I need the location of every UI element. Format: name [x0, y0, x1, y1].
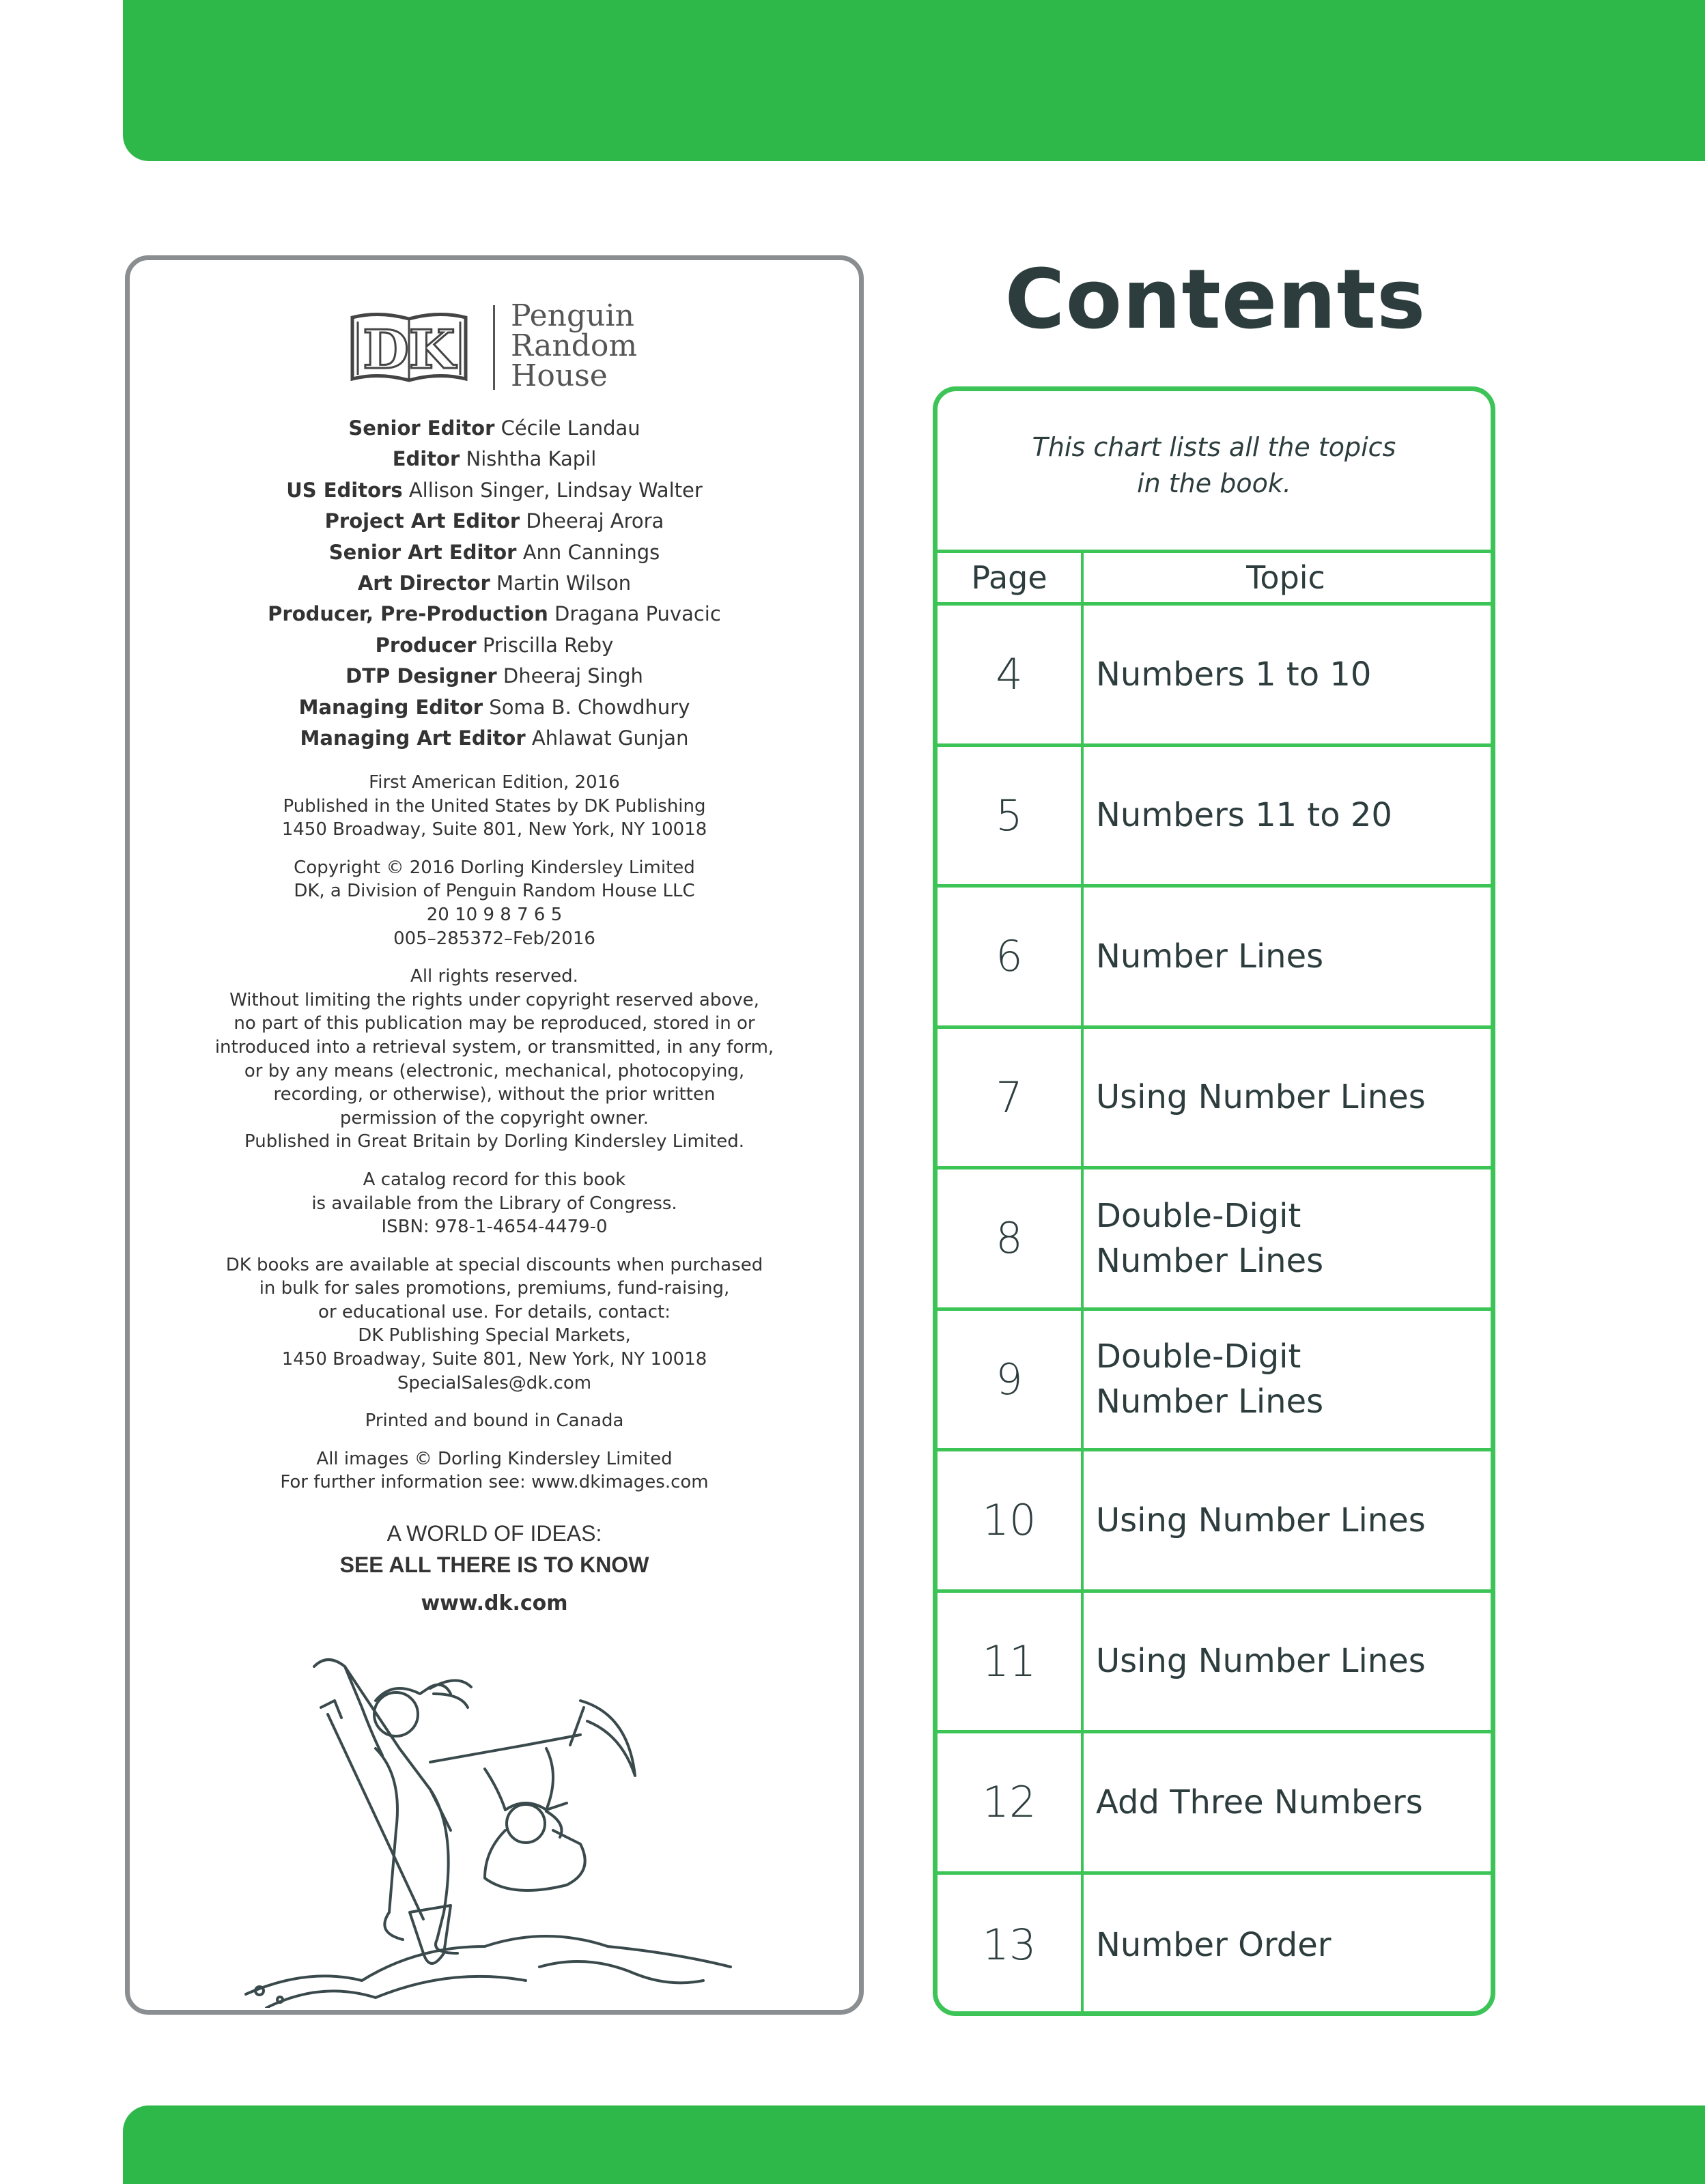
info-line: DK, a Division of Penguin Random House LLC: [294, 881, 695, 902]
credit-role: Senior Editor: [348, 416, 495, 440]
imprint-line: Penguin: [511, 298, 634, 333]
info-line: ISBN: 978-1-4654-4479-0: [381, 1217, 608, 1238]
logo-divider: [493, 305, 495, 390]
publisher-logo: [348, 298, 662, 393]
info-line: recording, or otherwise), without the prior written: [273, 1084, 716, 1105]
info-line: Published in Great Britain by Dorling Kindersley Limited.: [244, 1131, 744, 1152]
credit-role: DTP Designer: [346, 664, 497, 688]
info-line: For further information see: www.dkimages.com: [280, 1472, 709, 1493]
credit-name: Nishtha Kapil: [466, 447, 597, 471]
imprint-name: [511, 298, 638, 393]
row-page-number: 9: [996, 1354, 1023, 1404]
info-line: Printed and bound in Canada: [365, 1410, 624, 1432]
row-topic: Using Number Lines: [1096, 1642, 1426, 1681]
info-line: or by any means (electronic, mechanical, photocopying,: [244, 1060, 745, 1081]
info-line: Without limiting the rights under copyright reserved above,: [229, 989, 759, 1010]
treasure-diggers-illustration: [225, 1626, 772, 2008]
table-row: [938, 747, 1491, 888]
info-line: All images © Dorling Kindersley Limited: [316, 1448, 673, 1469]
credit-line: [130, 661, 859, 692]
intro-line: This chart lists all the topics: [1032, 432, 1396, 462]
credit-role: Producer: [375, 633, 477, 657]
info-line: permission of the copyright owner.: [339, 1107, 649, 1129]
info-block: [130, 1253, 859, 1395]
credit-name: Dheeraj Arora: [526, 509, 664, 533]
slogan-line-1: A WORLD OF IDEAS:: [386, 1521, 602, 1546]
row-topic: Numbers 11 to 20: [1096, 796, 1392, 835]
credit-name: Martin Wilson: [496, 571, 632, 595]
info-line: or educational use. For details, contact:: [318, 1301, 671, 1322]
info-line: SpecialSales@dk.com: [397, 1372, 592, 1393]
row-page-number: 13: [982, 1920, 1037, 1970]
credit-line: [130, 537, 859, 568]
info-block: [130, 965, 859, 1154]
credit-line: [130, 506, 859, 537]
info-line: is available from the Library of Congress.: [311, 1193, 677, 1214]
staff-credits: [130, 413, 859, 754]
info-block: [130, 856, 859, 950]
credits-panel: [125, 255, 864, 2015]
table-header: [938, 550, 1491, 606]
table-row: [938, 1875, 1491, 2016]
credit-name: Allison Singer, Lindsay Walter: [408, 478, 703, 502]
slogan: [130, 1518, 859, 1580]
table-rows: [938, 606, 1491, 2015]
imprint-line: Random: [511, 328, 638, 363]
info-block: [130, 771, 859, 842]
table-row: [938, 1029, 1491, 1170]
credit-line: [130, 630, 859, 661]
info-line: 1450 Broadway, Suite 801, New York, NY 10018: [281, 819, 707, 840]
credit-name: Soma B. Chowdhury: [489, 695, 690, 719]
row-page-number: 12: [982, 1777, 1037, 1828]
credit-line: [130, 568, 859, 599]
row-topic: Add Three Numbers: [1096, 1783, 1423, 1821]
credit-line: [130, 599, 859, 629]
row-topic: Using Number Lines: [1096, 1501, 1426, 1540]
contents-intro: [938, 429, 1491, 502]
logo-letters: DK: [363, 319, 455, 381]
page-title: Contents: [1004, 253, 1426, 348]
info-block: [130, 1409, 859, 1433]
row-topic: Number Order: [1096, 1925, 1331, 1964]
credit-role: Editor: [392, 447, 460, 471]
credit-role: Managing Art Editor: [300, 726, 526, 750]
credit-role: Project Art Editor: [324, 509, 520, 533]
credit-name: Ann Cannings: [522, 540, 660, 564]
credit-role: Producer, Pre-Production: [268, 602, 548, 626]
credit-line: [130, 692, 859, 723]
credit-name: Priscilla Reby: [482, 633, 614, 657]
imprint-line: House: [511, 358, 608, 393]
slogan-line-2: SEE ALL THERE IS TO KNOW: [339, 1552, 649, 1577]
info-line: All rights reserved.: [410, 966, 578, 987]
credit-line: [130, 723, 859, 754]
table-row: [938, 1593, 1491, 1734]
credit-role: Managing Editor: [298, 695, 483, 719]
credit-line: [130, 444, 859, 474]
top-green-band: [123, 0, 1705, 161]
credit-name: Ahlawat Gunjan: [531, 726, 689, 750]
info-line: introduced into a retrieval system, or transmitted, in any form,: [214, 1036, 774, 1058]
dk-book-logo-icon: [348, 308, 470, 386]
table-row: [938, 1733, 1491, 1875]
info-block: [130, 1168, 859, 1239]
row-page-number: 8: [996, 1213, 1023, 1264]
credit-line: [130, 475, 859, 506]
info-line: no part of this publication may be reproduced, stored in or: [234, 1013, 755, 1034]
info-line: DK books are available at special discounts when purchased: [225, 1254, 763, 1275]
credit-name: Cécile Landau: [501, 416, 640, 440]
info-line: First American Edition, 2016: [369, 772, 620, 793]
credit-line: [130, 413, 859, 444]
credit-name: Dheeraj Singh: [503, 664, 643, 688]
row-page-number: 6: [996, 931, 1023, 982]
info-line: 1450 Broadway, Suite 801, New York, NY 10018: [281, 1349, 707, 1370]
info-line: 20 10 9 8 7 6 5: [426, 904, 563, 925]
row-topic: Double-Digit Number Lines: [1096, 1196, 1324, 1280]
info-line: 005–285372–Feb/2016: [393, 928, 595, 949]
credit-role: Art Director: [357, 571, 490, 595]
credit-role: Senior Art Editor: [328, 540, 517, 564]
bottom-green-band: [123, 2105, 1705, 2184]
website-link[interactable]: www.dk.com: [421, 1591, 568, 1615]
credit-role: US Editors: [286, 478, 403, 502]
info-line: A catalog record for this book: [363, 1169, 626, 1190]
row-page-number: 10: [982, 1495, 1037, 1546]
info-line: DK Publishing Special Markets,: [358, 1325, 631, 1346]
intro-line: in the book.: [1137, 468, 1291, 498]
copyright-info: [130, 771, 859, 1509]
contents-table: [933, 386, 1495, 2016]
info-line: Published in the United States by DK Publishing: [283, 795, 706, 817]
table-row: [938, 1169, 1491, 1311]
row-topic: Number Lines: [1096, 937, 1324, 976]
table-row: [938, 1451, 1491, 1593]
info-block: [130, 1447, 859, 1494]
table-row: [938, 606, 1491, 747]
info-line: in bulk for sales promotions, premiums, fund-raising,: [259, 1278, 730, 1299]
table-row: [938, 888, 1491, 1029]
row-topic: Numbers 1 to 10: [1096, 655, 1372, 694]
row-topic: Double-Digit Number Lines: [1096, 1337, 1324, 1421]
table-row: [938, 1311, 1491, 1452]
credit-name: Dragana Puvacic: [554, 602, 721, 626]
row-page-number: 11: [982, 1636, 1037, 1686]
row-page-number: 4: [996, 649, 1023, 700]
row-page-number: 5: [996, 790, 1023, 840]
header-page: Page: [971, 559, 1047, 596]
row-page-number: 7: [996, 1072, 1023, 1122]
header-topic: Topic: [1246, 559, 1325, 596]
info-line: Copyright © 2016 Dorling Kindersley Limited: [294, 857, 695, 878]
row-topic: Using Number Lines: [1096, 1078, 1426, 1117]
